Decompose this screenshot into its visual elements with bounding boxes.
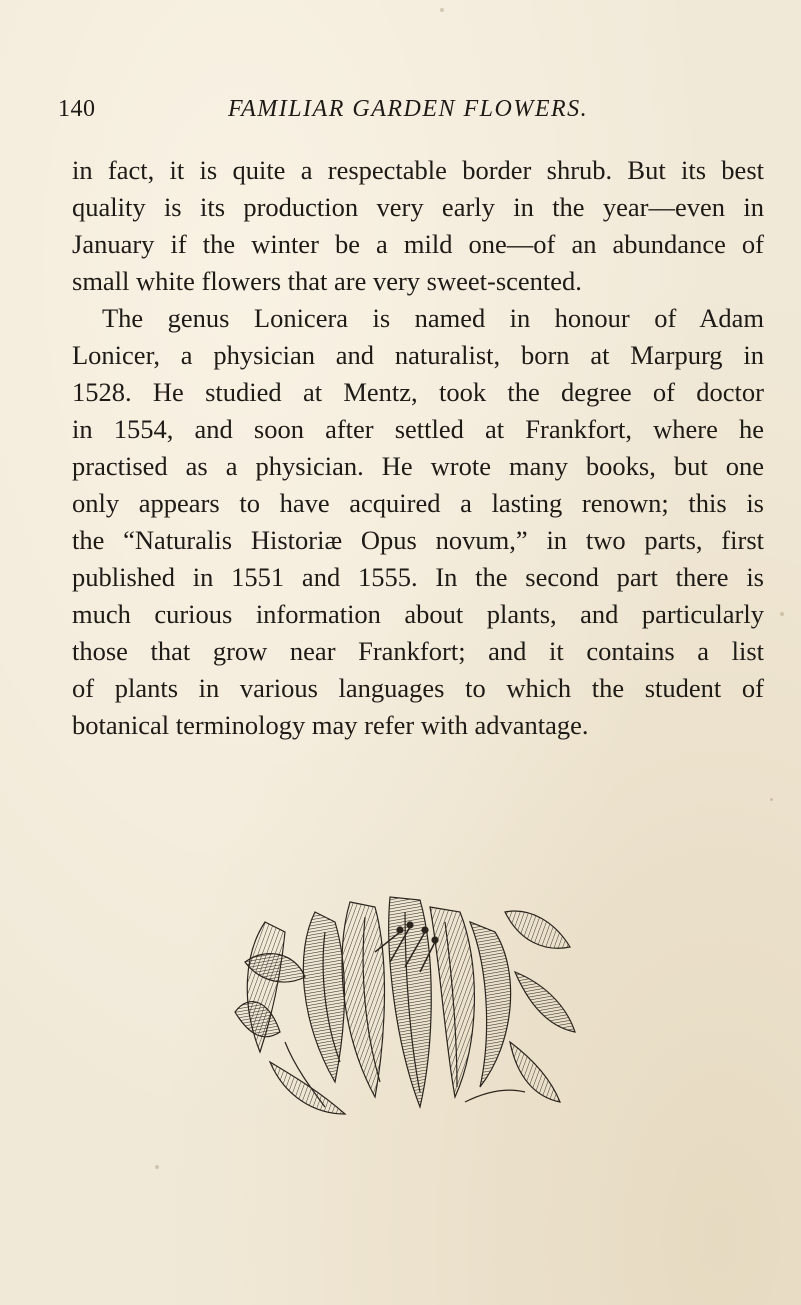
text-line: published in 1551 and 1555. In the second part there is	[72, 562, 764, 592]
text-line: in fact, it is quite a respectable border shrub. But its best	[72, 155, 764, 185]
paper-speck	[780, 612, 784, 616]
text-line: in 1554, and soon after settled at Frankfort, where he	[72, 414, 764, 444]
text-line: Lonicer, a physician and naturalist, born at Marpurg in	[72, 340, 764, 370]
tailpiece-engraving	[225, 892, 585, 1120]
body-text	[72, 152, 764, 744]
paper-speck	[440, 8, 444, 12]
text-line: much curious information about plants, and particularly	[72, 599, 764, 629]
page-header	[58, 96, 763, 136]
text-line: practised as a physician. He wrote many books, but one	[72, 451, 764, 481]
page-number: 140	[58, 96, 96, 122]
paper-speck	[155, 1165, 159, 1169]
text-line: January if the winter be a mild one—of an abundance of	[72, 229, 764, 259]
text-line: small white flowers that are very sweet-scented.	[72, 266, 582, 296]
text-line: botanical terminology may refer with advantage.	[72, 710, 589, 740]
text-line: quality is its production very early in the year—even in	[72, 192, 764, 222]
text-line: only appears to have acquired a lasting renown; this is	[72, 488, 764, 518]
text-line: 1528. He studied at Mentz, took the degree of doctor	[72, 377, 764, 407]
engraving-image	[225, 892, 585, 1120]
text-line: those that grow near Frankfort; and it contains a list	[72, 636, 764, 666]
paper-speck	[770, 798, 773, 801]
text-line: The genus Lonicera is named in honour of Adam	[102, 303, 764, 333]
text-line: the “Naturalis Historiæ Opus novum,” in two parts, first	[72, 525, 764, 555]
text-line: of plants in various languages to which the student of	[72, 673, 764, 703]
running-head: FAMILIAR GARDEN FLOWERS.	[228, 96, 589, 122]
